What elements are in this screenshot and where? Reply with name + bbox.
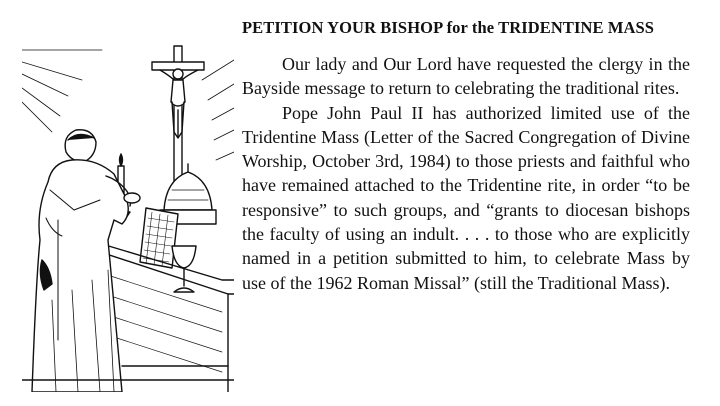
- paragraph-indult: Pope John Paul II has authorized limited use of the Tridentine Mass (Letter of the Sacred Congregation of Divine Worship, October 3rd, 1984) to those priests and faithful who have remained attached to the Tridentine rite, in order “to be responsive” to such groups, and “grants to diocesan bishops the faculty of using an indult. . . . to those who are explicitly named in a petition submitted to him, to celebrate Mass by use of the 1962 Roman Missal” (still the Traditional Mass).: [242, 102, 690, 293]
- paragraph-intro: Our lady and Our Lord have requested the clergy in the Bayside message to return to celebrating the traditional rites.: [242, 54, 690, 99]
- article: [242, 18, 690, 295]
- missal-stand: [140, 208, 178, 268]
- priest-at-altar-illustration: [22, 40, 234, 392]
- crucifix: [152, 46, 204, 194]
- heading: PETITION YOUR BISHOP for the TRIDENTINE MASS: [242, 18, 655, 37]
